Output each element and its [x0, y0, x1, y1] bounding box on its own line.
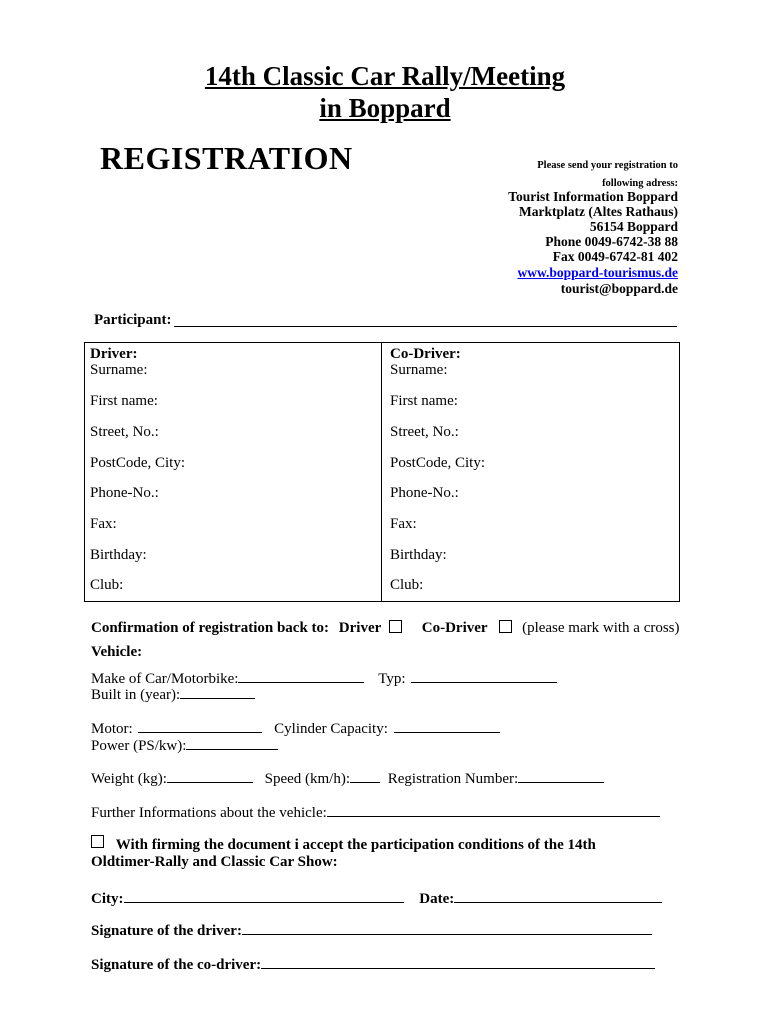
table-divider	[381, 342, 382, 602]
driver-surname-field[interactable]: Surname:	[90, 362, 148, 378]
built-row	[91, 684, 255, 704]
speed-label: Speed (km/h):	[264, 771, 351, 787]
address-line2: Marktplatz (Altes Rathaus)	[519, 204, 678, 219]
codriver-surname-field[interactable]: Surname:	[390, 362, 448, 378]
address-note-line1: Please send your registration to	[537, 160, 678, 171]
driver-codriver-table	[84, 342, 680, 602]
city-label: City:	[91, 891, 124, 907]
date-label: Date:	[419, 891, 455, 907]
consent-line2: Oldtimer-Rally and Classic Car Show:	[91, 854, 338, 870]
vehicle-heading: Vehicle:	[91, 644, 143, 660]
cylinder-field[interactable]	[394, 718, 500, 733]
cylinder-label: Cylinder Capacity:	[274, 721, 388, 737]
address-note-line2: following adress:	[602, 178, 678, 189]
participant-label: Participant:	[94, 312, 172, 328]
driver-phone-field[interactable]: Phone-No.:	[90, 485, 159, 501]
driver-club-field[interactable]: Club:	[90, 577, 124, 593]
driver-fax-field[interactable]: Fax:	[90, 516, 117, 532]
codriver-postcode-field[interactable]: PostCode, City:	[390, 455, 486, 471]
confirm-codriver-checkbox[interactable]	[499, 620, 512, 633]
further-field[interactable]	[327, 802, 660, 817]
make-label: Make of Car/Motorbike:	[91, 671, 239, 687]
document-title-line2: in Boppard	[319, 93, 451, 123]
driver-birthday-field[interactable]: Birthday:	[90, 547, 147, 563]
typ-field[interactable]	[411, 668, 557, 683]
codriver-phone-field[interactable]: Phone-No.:	[390, 485, 459, 501]
address-phone: Phone 0049-6742-38 88	[545, 234, 678, 249]
motor-field[interactable]	[138, 718, 262, 733]
regnum-label: Registration Number:	[387, 771, 519, 787]
website-link[interactable]: www.boppard-tourismus.de	[517, 265, 678, 280]
sig-codriver-field[interactable]	[261, 954, 655, 969]
confirm-driver-label: Driver	[338, 620, 382, 636]
weight-label: Weight (kg):	[91, 771, 167, 787]
typ-label: Typ:	[378, 671, 406, 687]
further-label: Further Informations about the vehicle:	[91, 805, 327, 821]
motor-label: Motor:	[91, 721, 133, 737]
confirmation-row	[91, 620, 680, 637]
further-row	[91, 802, 660, 822]
codriver-firstname-field[interactable]: First name:	[390, 393, 458, 409]
registration-heading: REGISTRATION	[100, 140, 353, 176]
codriver-club-field[interactable]: Club:	[390, 577, 424, 593]
driver-street-field[interactable]: Street, No.:	[90, 424, 159, 440]
participant-field[interactable]	[174, 326, 677, 327]
regnum-field[interactable]	[518, 768, 604, 783]
built-field[interactable]	[180, 684, 255, 699]
driver-postcode-field[interactable]: PostCode, City:	[90, 455, 186, 471]
confirm-driver-checkbox[interactable]	[389, 620, 402, 633]
codriver-heading: Co-Driver:	[390, 346, 461, 362]
consent-line1: With firming the document i accept the participation conditions of the 14th	[115, 837, 596, 853]
address-line1: Tourist Information Boppard	[508, 189, 678, 204]
power-label: Power (PS/kw):	[91, 738, 187, 754]
city-field[interactable]	[124, 888, 404, 903]
codriver-street-field[interactable]: Street, No.:	[390, 424, 459, 440]
confirm-codriver-label: Co-Driver	[421, 620, 488, 636]
power-row	[91, 735, 278, 755]
driver-heading: Driver:	[90, 346, 138, 362]
city-date-row	[91, 888, 662, 908]
document-title-line1: 14th Classic Car Rally/Meeting	[204, 61, 566, 91]
address-fax: Fax 0049-6742-81 402	[552, 249, 678, 264]
driver-firstname-field[interactable]: First name:	[90, 393, 158, 409]
power-field[interactable]	[186, 735, 278, 750]
built-label: Built in (year):	[91, 687, 181, 703]
consent-checkbox[interactable]	[91, 835, 104, 848]
confirmation-label: Confirmation of registration back to:	[91, 620, 330, 636]
speed-field[interactable]	[350, 768, 380, 783]
date-field[interactable]	[454, 888, 662, 903]
consent-line1-row	[91, 835, 596, 854]
sig-codriver-label: Signature of the co-driver:	[91, 957, 262, 973]
sig-driver-label: Signature of the driver:	[91, 923, 242, 939]
codriver-birthday-field[interactable]: Birthday:	[390, 547, 447, 563]
sig-codriver-row	[91, 954, 655, 974]
make-field[interactable]	[238, 668, 364, 683]
sig-driver-field[interactable]	[242, 920, 652, 935]
weight-row	[91, 768, 604, 788]
email-address: tourist@boppard.de	[560, 281, 678, 296]
sig-driver-row	[91, 920, 652, 940]
weight-field[interactable]	[167, 768, 253, 783]
confirmation-hint: (please mark with a cross)	[522, 620, 680, 636]
codriver-fax-field[interactable]: Fax:	[390, 516, 417, 532]
address-line3: 56154 Boppard	[589, 219, 678, 234]
